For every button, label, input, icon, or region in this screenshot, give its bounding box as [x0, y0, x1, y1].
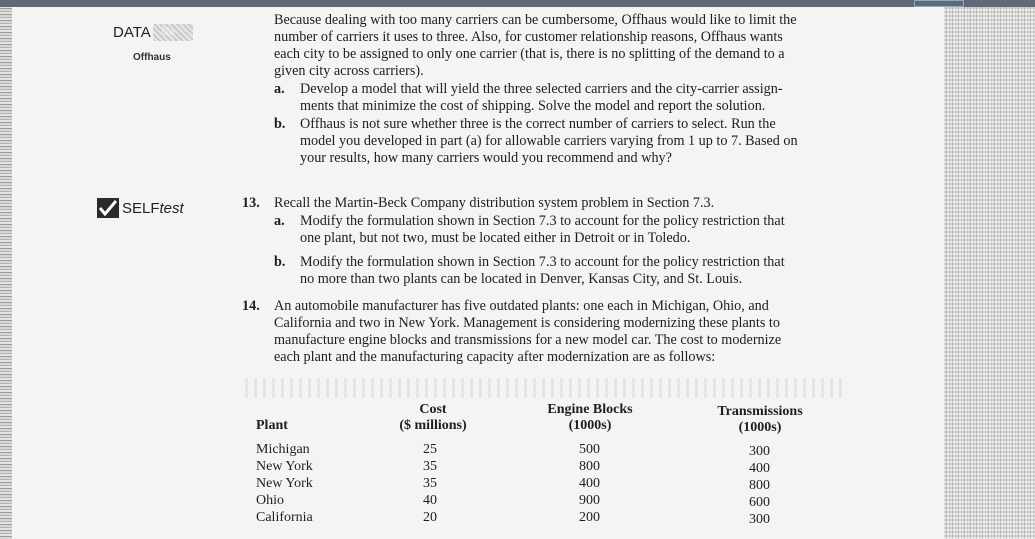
- cell-trans: 400: [749, 461, 770, 476]
- part-label: b.: [274, 254, 286, 270]
- intro-line: Because dealing with too many carriers can be cumbersome, Offhaus would like to limit the: [274, 12, 797, 28]
- part-b-line: your results, how many carriers would you recommend and why?: [300, 150, 672, 166]
- data-file-badge: [113, 22, 193, 42]
- cell-plant: California: [256, 510, 313, 525]
- header-engine-line2: (1000s): [568, 418, 612, 433]
- part-b-line: model you developed in part (a) for allowable carriers varying from 1 up to 7. Based on: [300, 133, 798, 149]
- cell-cost: 20: [423, 510, 437, 525]
- problem-13-number: 13.: [242, 195, 260, 211]
- page-right-margin: [944, 7, 1035, 539]
- problem-13b-line: no more than two plants can be located in Denver, Kansas City, and St. Louis.: [300, 271, 743, 287]
- problem-13-lead: Recall the Martin-Beck Company distribution system problem in Section 7.3.: [274, 195, 715, 211]
- header-plant: Plant: [256, 418, 288, 433]
- selftest-badge: [97, 198, 184, 218]
- top-bar: [0, 0, 1035, 7]
- cell-engine: 400: [579, 476, 600, 491]
- cell-trans: 600: [749, 495, 770, 510]
- cell-engine: 500: [579, 442, 600, 457]
- part-a-line: ments that minimize the cost of shipping. Solve the model and report the solution.: [300, 98, 766, 114]
- cell-engine: 200: [579, 510, 600, 525]
- cell-cost: 25: [423, 442, 437, 457]
- header-trans-line2: (1000s): [738, 420, 782, 435]
- header-cost: [383, 402, 483, 434]
- cell-trans: 300: [749, 512, 770, 527]
- header-transmissions: [700, 404, 820, 436]
- problem-14-line: each plant and the manufacturing capacity after modernization are as follows:: [274, 349, 716, 365]
- cell-cost: 35: [423, 476, 437, 491]
- page-left-edge: [0, 7, 12, 539]
- problem-13b-line: Modify the formulation shown in Section 7.3 to account for the policy restriction that: [300, 254, 785, 270]
- data-file-label: file: [160, 25, 175, 38]
- selftest-suffix: test: [159, 199, 184, 217]
- problem-13a-line: one plant, but not two, must be located either in Detroit or in Toledo.: [300, 230, 691, 246]
- cell-plant: Michigan: [256, 442, 310, 457]
- part-label: a.: [274, 81, 285, 97]
- problem-14-line: An automobile manufacturer has five outdated plants: one each in Michigan, Ohio, and: [274, 298, 769, 314]
- cell-plant: New York: [256, 459, 313, 474]
- intro-line: number of carriers it uses to three. Also, for customer relationship reasons, Offhaus wants: [274, 29, 783, 45]
- part-label: b.: [274, 116, 286, 132]
- selftest-prefix: SELF: [122, 199, 160, 217]
- checkmark-icon: [97, 198, 119, 218]
- data-label: DATA: [113, 23, 151, 41]
- header-cost-line1: Cost: [419, 402, 447, 417]
- cell-plant: New York: [256, 476, 313, 491]
- cell-plant: Ohio: [256, 493, 284, 508]
- cell-cost: 35: [423, 459, 437, 474]
- problem-13a-line: Modify the formulation shown in Section 7.3 to account for the policy restriction that: [300, 213, 785, 229]
- problem-14-number: 14.: [242, 298, 260, 314]
- header-engine-line1: Engine Blocks: [547, 402, 633, 417]
- problem-14-line: California and two in New York. Management is considering modernizing these plants to: [274, 315, 780, 331]
- intro-line: given city across carriers).: [274, 63, 424, 79]
- intro-line: each city to be assigned to only one carrier (that is, there is no splitting of the demand to a: [274, 46, 785, 62]
- cell-engine: 900: [579, 493, 600, 508]
- header-cost-line2: ($ millions): [399, 418, 467, 433]
- data-file-icon: [153, 24, 193, 41]
- top-indicator: [914, 0, 964, 7]
- part-label: a.: [274, 213, 285, 229]
- cell-trans: 800: [749, 478, 770, 493]
- cell-cost: 40: [423, 493, 437, 508]
- cell-engine: 800: [579, 459, 600, 474]
- part-a-line: Develop a model that will yield the three selected carriers and the city-carrier assign-: [300, 81, 783, 97]
- part-b-line: Offhaus is not sure whether three is the correct number of carriers to select. Run the: [300, 116, 776, 132]
- selftest-label: [122, 200, 184, 217]
- scan-noise: [245, 378, 845, 398]
- cell-trans: 300: [749, 444, 770, 459]
- problem-14-line: manufacture engine blocks and transmissions for a new model car. The cost to modernize: [274, 332, 782, 348]
- offhaus-file-label: Offhaus: [133, 52, 171, 63]
- header-trans-line1: Transmissions: [717, 404, 803, 419]
- header-engine: [530, 402, 650, 434]
